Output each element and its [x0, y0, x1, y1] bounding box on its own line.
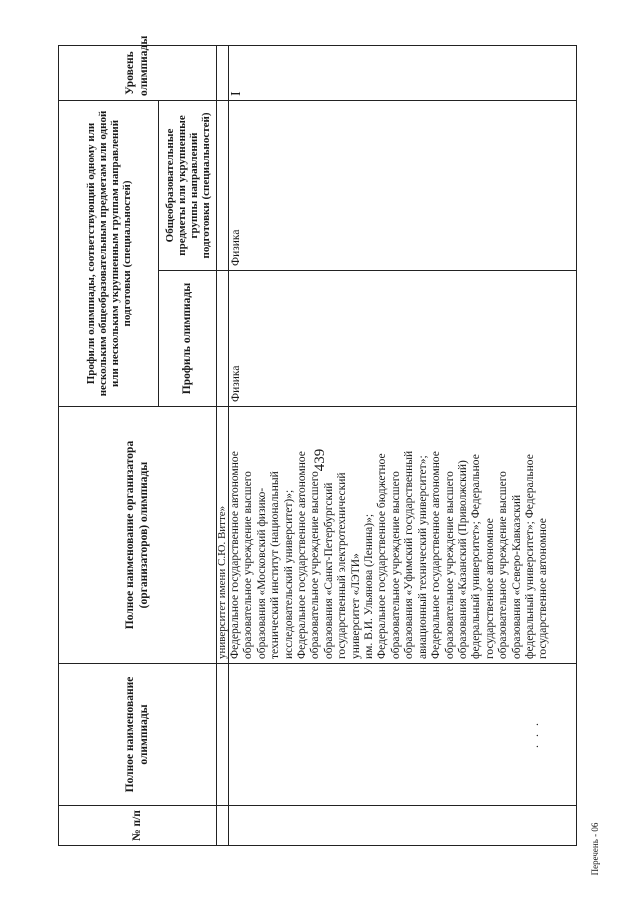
row-num — [229, 806, 577, 846]
row-organizer — [229, 407, 577, 664]
continuation-num — [217, 806, 229, 846]
organizer-line: государственное автономное — [537, 518, 550, 659]
row-subjects: Физика — [229, 100, 577, 270]
organizer-line: им. В.И. Ульянова (Ленина)»; — [363, 513, 376, 659]
continuation-name — [217, 664, 229, 806]
header-olympiad-name: Полное наименование олимпиады — [59, 664, 217, 806]
header-profile-group: Профили олимпиады, соответствующий одному или нескольким общеобразовательным предметам или одной или нескольким укрупненным группам направлений подготовки (специальностей) — [59, 100, 159, 406]
table-row — [229, 45, 577, 845]
header-organizer: Полное наименование организатора (организаторов) олимпиады — [59, 407, 217, 664]
continuation-subjects — [217, 100, 229, 270]
row-olympiad-name — [229, 664, 577, 806]
organizer-line: государственное автономное — [483, 518, 496, 659]
organizer-line: авиационный технический университет»; — [416, 455, 429, 659]
organizer-line: образования «Северо-Кавказский — [510, 494, 523, 659]
organizer-line: образовательное учреждение высшего — [389, 471, 402, 659]
row-profile: Физика — [229, 271, 577, 407]
continuation-organizer: университет имени С.Ю. Витте» — [217, 407, 229, 664]
organizer-line: технический институт (национальный — [269, 471, 282, 659]
organizer-line: исследовательский университет)»; — [282, 489, 295, 659]
organizer-line: Федеральное государственное автономное — [229, 451, 241, 659]
footer-note: Перечень - 06 — [590, 822, 600, 876]
header-num: № п/п — [59, 806, 217, 846]
organizer-line: государственный электротехнический — [336, 472, 349, 659]
organizer-line: образовательное учреждение высшего — [497, 471, 510, 659]
organizer-line: образования «Санкт-Петербургский — [322, 482, 335, 659]
continuation-level — [217, 45, 229, 100]
row-level: I — [229, 45, 577, 100]
organizer-line: университет «ЛЭТИ» — [349, 553, 362, 659]
organizer-line: федеральный университет»; Федеральное — [470, 454, 483, 659]
continuation-profile — [217, 271, 229, 407]
organizer-line: Федеральное государственное автономное — [430, 451, 443, 659]
header-subjects: Общеобразовательные предметы или укрупненные группы направлений подготовки (специальностей) — [159, 100, 217, 270]
header-profile: Профиль олимпиады — [159, 271, 217, 407]
rotated-table-wrapper — [58, 35, 578, 846]
organizer-line: образования «Уфимский государственный — [403, 450, 416, 659]
organizer-line: образования «Московский физико- — [255, 487, 268, 659]
table-frame — [58, 35, 578, 846]
organizer-lines — [229, 411, 551, 659]
organizer-line: Федеральное государственное бюджетное — [376, 453, 389, 659]
organizer-line: образования «Казанский (Приволжский) — [456, 460, 469, 659]
olympiad-name-text: · · · — [530, 720, 544, 749]
organizer-line: образовательное учреждение высшего — [242, 471, 255, 659]
organizer-line: Федеральное государственное автономное — [296, 451, 309, 659]
organizer-line: федеральный университет»; Федеральное — [523, 454, 536, 659]
olympiad-table — [58, 35, 577, 846]
header-level: Уровень олимпиады — [59, 45, 217, 100]
page-number: 439 — [312, 448, 328, 472]
organizer-line: образовательное учреждение высшего — [309, 471, 322, 659]
organizer-line: образовательное учреждение высшего — [443, 471, 456, 659]
